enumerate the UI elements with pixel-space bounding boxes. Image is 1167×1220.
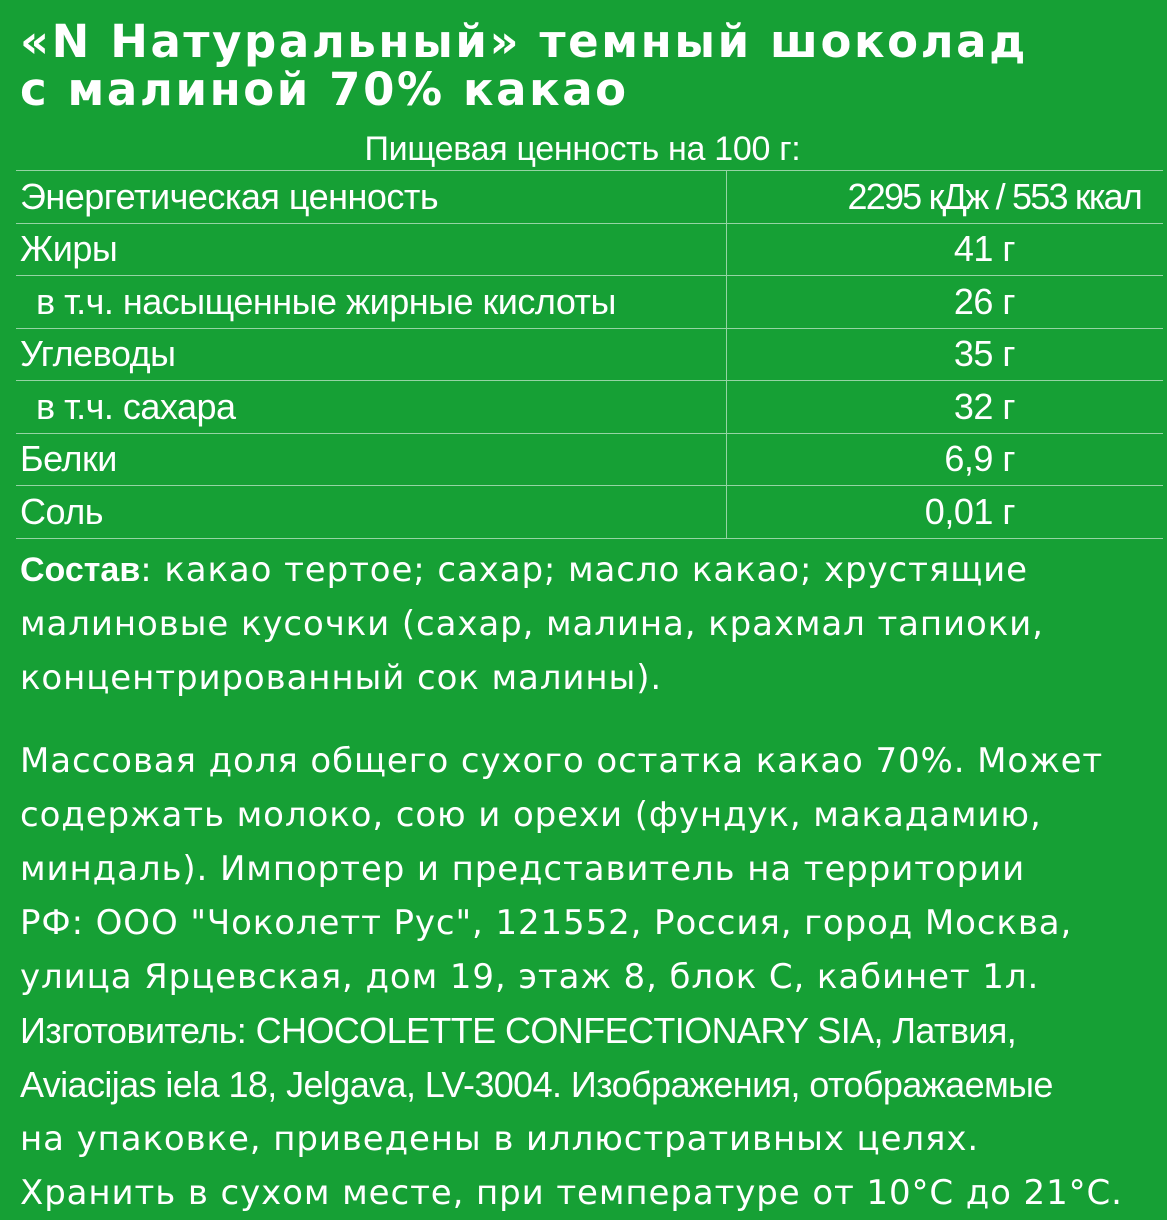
nutrient-value-protein: 6,9 г bbox=[944, 438, 1015, 480]
nutrient-label-energy: Энергетическая ценность bbox=[16, 171, 727, 224]
ingredients-line-1 bbox=[20, 543, 1145, 597]
notes-line-7: Aviacijas iela 18, Jelgava, LV-3004. Изображения, отображаемые bbox=[20, 1063, 1053, 1105]
nutrient-value-carbohydrates: 35 г bbox=[953, 333, 1015, 375]
ingredients-block bbox=[20, 543, 1145, 705]
notes-line-9: Хранить в сухом месте, при температуре от 10°C до 21°C. bbox=[20, 1172, 1123, 1213]
nutrient-label-fat: Жиры bbox=[16, 223, 727, 276]
nutrition-table bbox=[16, 170, 1163, 539]
ingredients-line-3: концентрированный сок малины). bbox=[20, 657, 663, 698]
nutrient-value-fat: 41 г bbox=[953, 228, 1015, 270]
ingredients-line-2: малиновые кусочки (сахар, малина, крахмал тапиоки, bbox=[20, 603, 1044, 644]
nutrient-value-energy: 2295 кДж / 553 ккал bbox=[847, 175, 1141, 217]
notes-line-4: РФ: ООО "Чоколетт Рус", 121552, Россия, город Москва, bbox=[20, 902, 1073, 943]
nutrient-value-salt: 0,01 г bbox=[924, 490, 1015, 532]
notes-line-1: Массовая доля общего сухого остатка какао 70%. Может bbox=[20, 740, 1104, 781]
table-row bbox=[16, 486, 1163, 539]
nutrient-value-saturated-fat: 26 г bbox=[953, 280, 1015, 322]
product-title-line-1: «N Натуральный» темный шоколад bbox=[20, 15, 1029, 68]
notes-block bbox=[20, 734, 1145, 1220]
table-row bbox=[16, 223, 1163, 276]
nutrient-label-sugars: в т.ч. сахара bbox=[16, 381, 727, 434]
ingredients-text-1: : какао тертое; сахар; масло какао; хрустящие bbox=[140, 549, 1028, 590]
notes-line-8: на упаковке, приведены в иллюстративных целях. bbox=[20, 1118, 980, 1159]
nutrient-label-salt: Соль bbox=[16, 486, 727, 539]
nutrient-label-protein: Белки bbox=[16, 433, 727, 486]
table-row bbox=[16, 328, 1163, 381]
notes-line-2: содержать молоко, сою и орехи (фундук, макадамию, bbox=[20, 794, 1042, 835]
product-title-line-2: с малиной 70% какао bbox=[20, 63, 629, 116]
table-row bbox=[16, 433, 1163, 486]
nutrient-label-carbohydrates: Углеводы bbox=[16, 328, 727, 381]
product-title bbox=[20, 0, 1145, 114]
notes-line-5: улица Ярцевская, дом 19, этаж 8, блок С, кабинет 1л. bbox=[20, 956, 1040, 997]
ingredients-label: Состав bbox=[20, 550, 141, 589]
nutrient-value-sugars: 32 г bbox=[953, 385, 1015, 427]
notes-line-3: миндаль). Импортер и представитель на территории bbox=[20, 848, 1026, 889]
table-row bbox=[16, 276, 1163, 329]
table-row bbox=[16, 171, 1163, 224]
notes-line-6: Изготовитель: CHOCOLETTE CONFECTIONARY SIA, Латвия, bbox=[20, 1009, 1017, 1051]
table-row bbox=[16, 381, 1163, 434]
nutrition-heading: Пищевая ценность на 100 г: bbox=[364, 130, 801, 168]
nutrient-label-saturated-fat: в т.ч. насыщенные жирные кислоты bbox=[16, 276, 727, 329]
